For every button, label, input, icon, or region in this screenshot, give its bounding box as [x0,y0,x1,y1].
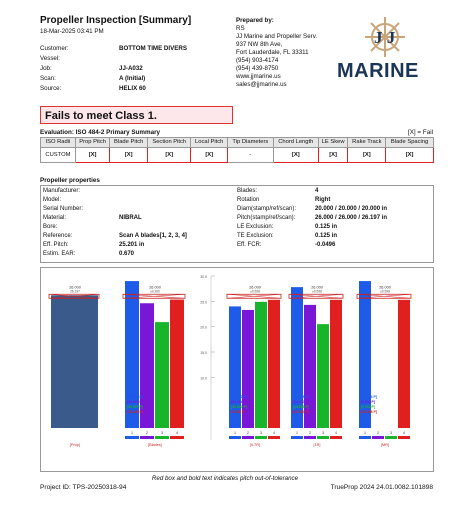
evaluation-table [40,137,434,163]
value-readout: [24.314 P] [231,400,247,404]
prop-label: Pitch(stamp/ref/scan): [237,215,296,221]
target-tolerance-label: 26.197 [70,289,80,294]
chart-footnote: Red box and bold text indicates pitch out-of-tolerance [151,475,299,482]
blade-number-label: 4 [176,431,178,435]
blade-number-label: 3 [161,431,163,435]
software-version: TrueProp 2024 24.01.0082.101898 [330,484,433,491]
value-readout: [19.658 P] [293,405,309,409]
prop-value: 4 [315,188,319,194]
prop-value: 26.000 / 26.000 / 26.197 in [315,215,388,221]
prop-label: Eff. Pitch: [43,242,69,248]
bar-1R-4 [330,300,342,428]
bar-Prop-P [51,295,98,428]
prop-value: 0.670 [119,251,135,257]
value-readout: [0.000 P] [361,405,375,409]
fail-status-banner: Fails to meet Class 1. [40,106,233,124]
blade-color-swatch [304,436,316,439]
blade-color-swatch [398,436,410,439]
prop-value: -0.0496 [315,242,336,248]
value-readout: 23.652 P [231,410,245,414]
y-tick-label: 15.0 [200,351,207,355]
prop-value: 0.125 in [315,224,338,230]
group-label: [MR] [380,443,390,447]
target-pitch-label: 26.000 [379,285,391,290]
table-cell: [X] [386,148,434,163]
y-tick-label: 25.0 [200,300,207,305]
evaluation-title: Evaluation: ISO 484-2 Primary Summary [40,129,161,136]
prop-label: LE Exclusion: [237,224,274,230]
prop-label: Serial Number: [43,206,84,212]
target-pitch-label: 26.000 [311,285,323,290]
blade-number-label: 3 [390,431,392,435]
blade-color-swatch [140,436,154,439]
table-cell: [X] [348,148,386,163]
value-readout: [33.899 P] [127,395,143,399]
prepared-by-line: Fort Lauderdale, FL 33311 [236,49,309,56]
blade-number-label: 3 [260,431,262,435]
prop-label: Manufacturer: [43,188,81,194]
prop-value: 0.125 in [315,233,338,239]
col-section-pitch: Section Pitch [148,138,191,148]
prepared-by-email[interactable]: sales@jjmarine.us [236,81,287,88]
col-le-skew: LE Skew [318,138,348,148]
field-label: Vessel: [40,55,60,62]
blade-number-label: 1 [364,431,366,435]
blade-color-swatch [255,436,267,439]
group-label: [Prop] [69,443,81,447]
blade-number-label: 2 [377,431,379,435]
prop-label: Blades: [237,188,258,194]
prepared-by-line: (954) 903-4174 [236,57,279,64]
pitch-chart [41,268,433,471]
prop-label: Reference: [43,233,73,239]
prepared-by-line: JJ Marine and Propeller Serv. [236,33,318,40]
target-tolerance-label: ±0.598 [250,289,260,294]
target-pitch-label: 26.000 [69,285,81,290]
blade-number-label: 1 [131,431,133,435]
blade-number-label: 1 [234,431,236,435]
blade-number-label: 2 [309,431,311,435]
group-label: [Blades] [148,443,162,447]
value-readout: [25.298 P] [361,410,377,414]
table-cell: [X] [318,148,348,163]
bar-07R-4 [268,300,280,428]
prepared-by-link[interactable]: www.jjmarine.us [236,73,281,80]
report-title: Propeller Inspection [Summary] [40,15,192,26]
blade-color-swatch [317,436,329,439]
col-blade-pitch: Blade Pitch [110,138,148,148]
value-readout: 26.197 P [53,395,67,399]
table-row [41,148,434,163]
table-cell: CUSTOM [41,148,76,163]
prop-value: 25.201 in [119,242,145,248]
bar-MR-4 [398,300,410,428]
logo-initials: J J [374,28,396,47]
blade-color-swatch [372,436,384,439]
col-rake-track: Rake Track [348,138,386,148]
prop-value: NIBRAL [119,215,142,221]
y-tick-label: 10.0 [200,376,207,381]
blade-number-label: 2 [146,431,148,435]
field-label: Job: [40,65,52,72]
blade-color-swatch [268,436,280,439]
y-tick-label: 30.0 [200,275,207,279]
target-pitch-label: 26.000 [149,285,161,290]
col-local-pitch: Local Pitch [191,138,228,148]
prop-label: TE Exclusion: [237,233,274,239]
value-readout: [24.350 P] [231,395,247,399]
blade-color-swatch [155,436,169,439]
prepared-by-block [236,17,346,89]
table-cell: [X] [148,148,191,163]
field-label: Source: [40,85,62,92]
target-tolerance-label: ±0.598 [380,289,390,294]
prepared-by-line: 937 NW 8th Ave, [236,41,283,48]
table-cell: [X] [191,148,228,163]
value-readout: [25.334 P] [293,410,309,414]
prop-label: Estim. EAR: [43,251,76,257]
value-readout: [24.620 P] [127,400,143,404]
prepared-by-line: (954) 439-8750 [236,65,279,72]
target-tolerance-label: ±0.260 [150,289,160,294]
prop-value: Right [315,197,331,203]
field-value: A (Initial) [119,75,146,82]
table-cell: [X] [110,148,148,163]
value-readout: [20.897 P] [127,405,143,409]
prop-label: Rotation [237,197,260,203]
bar-07R-3 [255,302,267,428]
prop-value: Scan A blades[1, 2, 3, 4] [119,233,187,239]
prop-label: Diam(stamp/ref/scan): [237,206,297,212]
blade-number-label: 1 [296,431,298,435]
properties-title: Propeller properties [40,177,100,184]
target-tolerance-label: ±0.598 [312,289,322,294]
blade-number-label: 3 [322,431,324,435]
col-tip-diameters: Tip Diameters [227,138,273,148]
target-pitch-label: 26.000 [249,285,261,290]
bar-Blades-3 [155,322,169,428]
value-readout: [27.778 P] [293,395,309,399]
table-cell: - [227,148,273,163]
field-value: BOTTOM TIME DIVERS [119,45,187,52]
blade-color-swatch [242,436,254,439]
field-value: HELIX 60 [119,85,146,92]
blade-color-swatch [359,436,371,439]
field-label: Scan: [40,75,56,82]
blade-color-swatch [125,436,139,439]
blade-color-swatch [229,436,241,439]
blade-number-label: 4 [403,431,405,435]
report-datetime: 18-Mar-2025 03:41 PM [40,28,104,35]
blade-color-swatch [291,436,303,439]
ship-wheel-icon [355,14,415,60]
blade-number-label: 2 [247,431,249,435]
fail-legend: [X] = Fail [407,129,433,136]
properties-panel [40,185,434,263]
col-prop-pitch: Prop Pitch [75,138,110,148]
logo-wordmark: MARINE [337,60,419,82]
prop-label: Bore: [43,224,58,230]
blade-color-swatch [330,436,342,439]
value-readout: [0.000 P] [361,400,375,404]
prepared-by-heading: Prepared by: [236,17,274,24]
project-id: Project ID: TPS-20250318-94 [40,484,127,491]
table-cell: [X] [273,148,318,163]
blade-color-swatch [385,436,397,439]
prop-label: Material: [43,215,67,221]
field-value: JJ-A032 [119,65,143,72]
blade-number-label: 4 [273,431,275,435]
value-readout: [26.030 P] [231,405,247,409]
blade-number-label: 4 [335,431,337,435]
table-cell: [X] [75,148,110,163]
prepared-by-line: RS [236,25,245,32]
bar-1R-3 [317,324,329,428]
col-chord-length: Chord Length [273,138,318,148]
value-readout: [45.474 P] [361,395,377,399]
col-blade-spacing: Blade Spacing [386,138,434,148]
group-label: [0.7R] [249,443,261,447]
y-tick-label: 20.0 [200,325,207,330]
bar-Blades-4 [170,300,184,428]
value-readout: [25.349 P] [127,410,143,414]
prop-label: Eff. FCR: [237,242,262,248]
col-iso-radii: ISO Radii [41,138,76,148]
field-label: Customer: [40,45,69,52]
blade-color-swatch [170,436,184,439]
value-readout: [24.310 P] [293,400,309,404]
prop-label: Model: [43,197,62,203]
group-label: [1R] [313,443,321,447]
prop-value: 20.000 / 20.000 / 20.000 in [315,206,388,212]
pitch-chart-frame [40,267,434,472]
